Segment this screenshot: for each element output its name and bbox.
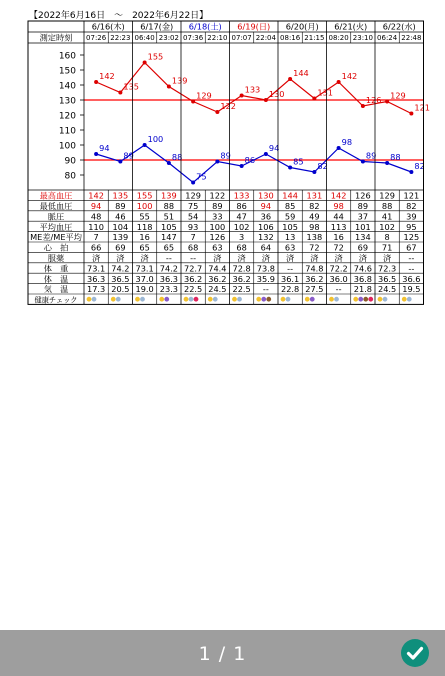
measure-time: 22:10: [207, 34, 228, 43]
table-cell: 72: [309, 242, 320, 253]
table-cell: 82: [406, 201, 417, 211]
systolic-point: [361, 104, 365, 108]
table-cell: 102: [379, 221, 395, 232]
table-cell: 36.2: [232, 273, 251, 284]
diastolic-value-label: 88: [390, 152, 401, 162]
table-cell: 19.5: [402, 284, 421, 295]
sun-icon: [87, 297, 92, 302]
diastolic-point: [361, 160, 365, 164]
diastolic-point: [118, 160, 122, 164]
table-cell: 17.3: [87, 284, 106, 295]
table-cell: 95: [406, 221, 417, 232]
table-cell: 36.5: [378, 273, 397, 284]
table-cell: 74.2: [159, 263, 178, 274]
table-cell: 89: [115, 201, 126, 211]
sun-icon: [378, 297, 383, 302]
table-row-label: 平均血圧: [39, 221, 73, 232]
table-cell: 110: [88, 221, 104, 232]
diastolic-value-label: 85: [293, 156, 304, 167]
sun-icon: [329, 297, 334, 302]
table-cell: 19.0: [135, 284, 154, 295]
table-cell: 22.5: [184, 284, 203, 295]
table-cell: 済: [213, 253, 222, 263]
table-cell: 27.5: [305, 284, 324, 295]
cloud-icon: [213, 297, 218, 302]
table-cell: 74.6: [353, 263, 372, 274]
table-cell: 118: [136, 221, 153, 232]
diastolic-point: [191, 181, 195, 185]
table-cell: 65: [163, 242, 175, 253]
table-cell: 54: [187, 211, 199, 222]
table-cell: 155: [136, 190, 153, 201]
table-cell: 106: [258, 221, 274, 232]
table-cell: --: [408, 253, 415, 263]
table-row-label: 体 温: [43, 273, 69, 284]
table-cell: 68: [187, 242, 199, 253]
diastolic-point: [385, 161, 389, 165]
diastolic-point: [240, 164, 244, 168]
umbrella-icon: [310, 297, 315, 302]
table-cell: 済: [140, 253, 149, 263]
day-date-label: 6/21(火): [334, 21, 368, 32]
y-tick-label: 120: [58, 111, 76, 122]
table-cell: 113: [330, 221, 347, 232]
measure-time: 23:10: [352, 34, 373, 43]
systolic-point: [385, 100, 389, 104]
table-cell: 88: [163, 201, 175, 211]
systolic-value-label: 130: [268, 89, 285, 99]
table-row-label: 最低血圧: [39, 201, 73, 211]
cloud-icon: [92, 297, 97, 302]
diastolic-value-label: 89: [220, 150, 231, 161]
table-cell: --: [190, 253, 197, 263]
table-cell: 36.3: [159, 273, 178, 284]
table-cell: 55: [139, 211, 150, 222]
table-cell: 101: [355, 221, 371, 232]
diastolic-point: [337, 146, 341, 150]
table-cell: 16: [139, 232, 150, 243]
table-cell: --: [335, 284, 342, 295]
table-cell: --: [408, 263, 415, 274]
y-tick-label: 150: [58, 66, 76, 77]
table-cell: 66: [90, 242, 102, 253]
table-cell: 3: [239, 232, 245, 243]
cloud-icon: [407, 297, 412, 302]
systolic-value-label: 144: [293, 68, 309, 78]
diastolic-point: [143, 143, 147, 147]
measure-time: 07:07: [231, 34, 252, 43]
table-cell: 89: [357, 201, 369, 211]
table-cell: --: [287, 263, 294, 274]
table-cell: 36.2: [184, 273, 203, 284]
sun-icon: [256, 297, 261, 302]
table-cell: 93: [187, 221, 199, 232]
table-cell: 73.1: [87, 263, 106, 274]
table-cell: 133: [233, 190, 250, 201]
table-cell: 100: [209, 221, 226, 232]
systolic-point: [118, 91, 122, 95]
table-cell: 68: [236, 242, 247, 253]
diastolic-value-label: 98: [341, 137, 353, 147]
cloud-icon: [237, 297, 242, 302]
table-cell: 94: [260, 201, 272, 211]
diastolic-point: [215, 160, 219, 164]
table-cell: 16: [333, 232, 344, 243]
sun-icon: [232, 297, 237, 302]
measure-time: 22:04: [255, 34, 276, 43]
table-cell: 139: [112, 232, 129, 243]
day-date-label: 6/18(土): [188, 21, 222, 32]
table-cell: 139: [161, 190, 177, 201]
diastolic-value-label: 94: [99, 143, 110, 153]
table-cell: 36.8: [353, 273, 372, 284]
cloud-icon: [286, 297, 291, 302]
table-row-label: 脈圧: [47, 211, 65, 222]
day-date-label: 6/22(水): [382, 21, 416, 32]
health-check-label: 健康チェック: [34, 295, 78, 305]
measure-time: 23:02: [158, 34, 179, 43]
systolic-value-label: 133: [244, 84, 261, 95]
diastolic-point: [94, 152, 98, 156]
table-row-label: 気 温: [43, 284, 69, 295]
diastolic-point: [409, 170, 413, 174]
table-cell: 147: [161, 232, 177, 243]
poop-icon: [266, 297, 271, 302]
table-cell: 125: [403, 232, 420, 243]
table-cell: 100: [136, 201, 153, 211]
sun-icon: [159, 297, 164, 302]
table-cell: 88: [381, 201, 393, 211]
day-date-label: 6/20(月): [285, 21, 319, 32]
done-button[interactable]: [401, 639, 429, 667]
systolic-point: [312, 97, 316, 101]
y-tick-label: 100: [58, 141, 76, 152]
table-cell: 75: [187, 201, 199, 211]
sun-icon: [402, 297, 407, 302]
table-cell: 122: [209, 190, 226, 201]
diastolic-value-label: 89: [365, 150, 377, 161]
table-cell: 73.1: [135, 263, 154, 274]
table-cell: 21.8: [353, 284, 372, 295]
table-cell: 74.2: [111, 263, 130, 274]
table-cell: 69: [357, 242, 369, 253]
cloud-icon: [116, 297, 121, 302]
table-cell: 24.5: [378, 284, 397, 295]
table-cell: 済: [237, 253, 246, 263]
systolic-value-label: 155: [147, 51, 164, 62]
sun-icon: [135, 297, 140, 302]
table-cell: 済: [334, 253, 343, 263]
table-cell: 49: [309, 211, 320, 222]
heart-icon: [368, 297, 373, 302]
page-indicator: 1 / 1: [198, 643, 247, 665]
table-cell: 36.2: [208, 273, 227, 284]
systolic-value-label: 142: [341, 71, 358, 81]
table-cell: 24.5: [208, 284, 227, 295]
table-row-label: 体 重: [43, 263, 69, 274]
table-cell: 44: [333, 211, 344, 222]
table-cell: 36.2: [305, 273, 324, 284]
table-cell: 142: [88, 190, 104, 201]
table-row-label: 心 拍: [43, 242, 69, 253]
diastolic-value-label: 94: [268, 143, 280, 153]
table-cell: 72: [333, 242, 344, 253]
table-cell: 36.5: [111, 273, 130, 284]
blood-pressure-report: [0, 0, 445, 310]
measure-time: 08:20: [328, 34, 349, 43]
table-cell: 121: [403, 190, 420, 201]
table-cell: 74.4: [208, 263, 227, 274]
table-row-label: ME差/ME平均: [30, 232, 82, 243]
measure-time: 06:24: [377, 34, 398, 43]
table-cell: 134: [355, 232, 371, 243]
day-date-label: 6/17(金): [140, 21, 174, 32]
systolic-point: [94, 80, 98, 84]
table-cell: 35.9: [256, 273, 275, 284]
y-tick-label: 80: [64, 171, 76, 182]
y-tick-label: 160: [58, 51, 76, 62]
diastolic-value-label: 75: [196, 171, 207, 182]
systolic-point: [288, 77, 292, 81]
table-cell: 94: [90, 201, 102, 211]
table-cell: 8: [384, 232, 390, 243]
day-date-label: 6/16(木): [91, 21, 125, 32]
table-cell: 129: [379, 190, 395, 201]
table-cell: 105: [282, 221, 298, 232]
table-row-label: 最高血圧: [39, 190, 73, 201]
table-cell: 36.0: [329, 273, 348, 284]
systolic-value-label: 139: [171, 75, 188, 86]
table-cell: 138: [306, 232, 323, 243]
sun-icon: [281, 297, 286, 302]
table-row-label: 服薬: [47, 253, 65, 263]
table-cell: 98: [333, 201, 344, 211]
table-cell: 51: [163, 211, 175, 222]
measure-time: 06:40: [134, 34, 155, 43]
table-cell: 37: [357, 211, 369, 222]
table-cell: 126: [209, 232, 226, 243]
table-cell: 69: [115, 242, 126, 253]
systolic-point: [240, 94, 244, 98]
systolic-value-label: 135: [123, 81, 140, 92]
systolic-point: [167, 85, 171, 89]
diastolic-point: [312, 170, 316, 174]
table-cell: 13: [284, 232, 296, 243]
table-cell: 85: [284, 201, 296, 211]
umbrella-icon: [261, 297, 266, 302]
y-tick-label: 130: [58, 96, 76, 107]
table-cell: 済: [358, 253, 367, 263]
table-cell: 33: [212, 211, 223, 222]
table-cell: 86: [236, 201, 247, 211]
systolic-point: [191, 100, 195, 104]
table-cell: 105: [161, 221, 177, 232]
sun-icon: [208, 297, 213, 302]
systolic-value-label: 126: [365, 95, 382, 105]
table-cell: 71: [381, 242, 393, 253]
diastolic-point: [288, 166, 292, 170]
table-cell: 67: [406, 242, 417, 253]
sun-icon: [305, 297, 310, 302]
poop-icon: [363, 297, 368, 302]
table-cell: 22.8: [281, 284, 300, 295]
table-cell: 89: [212, 201, 223, 211]
systolic-value-label: 122: [220, 101, 237, 111]
check-icon: [401, 639, 429, 667]
table-cell: 48: [90, 211, 102, 222]
table-cell: 済: [310, 253, 319, 263]
y-tick-label: 140: [58, 81, 76, 92]
systolic-point: [409, 112, 413, 116]
table-cell: 98: [309, 221, 320, 232]
table-cell: 36.3: [87, 273, 106, 284]
diastolic-value-label: 89: [123, 150, 134, 161]
footer-bar: [0, 630, 445, 676]
diastolic-point: [167, 161, 171, 165]
table-cell: 102: [233, 221, 250, 232]
measure-time: 08:16: [280, 34, 301, 43]
table-cell: 72.3: [378, 263, 397, 274]
table-cell: 72.7: [184, 263, 203, 274]
measure-time: 07:36: [183, 34, 204, 43]
diastolic-point: [264, 152, 268, 156]
table-cell: 126: [355, 190, 371, 201]
sun-icon: [353, 297, 358, 302]
heart-icon: [194, 297, 199, 302]
table-cell: 22.5: [232, 284, 251, 295]
table-cell: 37.0: [135, 273, 154, 284]
cloud-icon: [334, 297, 339, 302]
measure-time: 22:23: [110, 34, 131, 43]
table-cell: 72.2: [329, 263, 348, 274]
y-tick-label: 90: [64, 156, 76, 167]
table-cell: 132: [258, 232, 274, 243]
table-cell: 済: [286, 253, 295, 263]
table-cell: 59: [284, 211, 296, 222]
table-cell: 41: [381, 211, 393, 222]
measure-time: 07:26: [86, 34, 107, 43]
systolic-value-label: 131: [317, 87, 334, 98]
table-cell: 135: [112, 190, 129, 201]
diastolic-value-label: 100: [147, 134, 164, 144]
diastolic-value-label: 86: [244, 155, 256, 165]
table-cell: 104: [112, 221, 129, 232]
cloud-icon: [383, 297, 388, 302]
table-cell: 46: [115, 211, 126, 222]
table-cell: 20.5: [111, 284, 130, 295]
table-cell: 142: [330, 190, 347, 201]
diastolic-value-label: 82: [414, 161, 425, 171]
measure-time: 21:15: [304, 34, 325, 43]
table-cell: 7: [190, 232, 196, 243]
table-cell: 済: [116, 253, 125, 263]
systolic-value-label: 142: [99, 71, 115, 81]
table-cell: 72.8: [232, 263, 251, 274]
table-cell: 82: [309, 201, 320, 211]
systolic-point: [337, 80, 341, 84]
diastolic-value-label: 82: [317, 161, 328, 171]
table-cell: 63: [212, 242, 223, 253]
table-cell: 131: [306, 190, 323, 201]
systolic-value-label: 129: [196, 90, 212, 101]
table-cell: 済: [261, 253, 270, 263]
sun-icon: [184, 297, 189, 302]
systolic-value-label: 129: [390, 90, 406, 101]
systolic-point: [215, 110, 219, 114]
table-cell: 130: [258, 190, 274, 201]
table-cell: 74.8: [305, 263, 324, 274]
table-cell: 63: [284, 242, 296, 253]
table-cell: 65: [139, 242, 150, 253]
cloud-icon: [189, 297, 194, 302]
table-cell: 129: [185, 190, 201, 201]
time-row-label: 測定時刻: [39, 32, 73, 43]
y-tick-label: 110: [58, 126, 76, 137]
table-cell: 39: [406, 211, 417, 222]
table-cell: --: [165, 253, 172, 263]
table-cell: 7: [93, 232, 99, 243]
table-cell: 36.1: [281, 273, 300, 284]
measure-time: 22:48: [401, 34, 422, 43]
table-cell: 47: [236, 211, 247, 222]
systolic-point: [264, 98, 268, 102]
diastolic-value-label: 88: [171, 152, 183, 162]
umbrella-icon: [164, 297, 169, 302]
sun-icon: [111, 297, 116, 302]
systolic-point: [143, 61, 147, 65]
table-cell: 36.6: [402, 273, 421, 284]
table-cell: 済: [92, 253, 101, 263]
table-cell: 済: [383, 253, 392, 263]
table-cell: 144: [282, 190, 298, 201]
umbrella-icon: [358, 297, 363, 302]
table-cell: --: [262, 284, 269, 295]
table-cell: 36: [260, 211, 272, 222]
table-cell: 23.3: [159, 284, 178, 295]
systolic-value-label: 121: [414, 102, 431, 113]
cloud-icon: [140, 297, 145, 302]
table-cell: 73.8: [256, 263, 275, 274]
day-date-label: 6/19(日): [237, 21, 271, 32]
report-period: 【2022年6月16日 ～ 2022年6月22日】: [29, 11, 209, 21]
table-cell: 64: [260, 242, 272, 253]
